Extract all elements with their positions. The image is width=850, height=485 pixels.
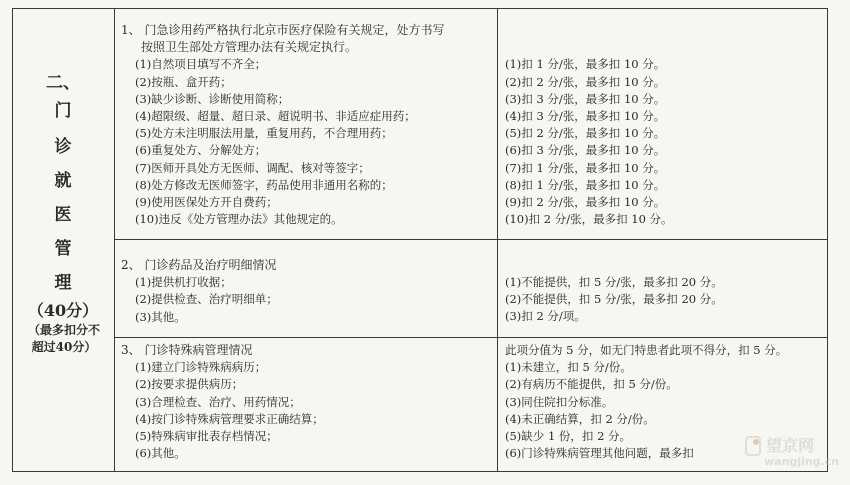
deduction-item: (3)同住院扣分标准。	[505, 394, 614, 409]
deduction-divider	[497, 8, 498, 472]
site-watermark	[744, 433, 840, 473]
section-2-deductions	[505, 274, 723, 326]
category-title-char: 就	[54, 171, 72, 191]
list-item: (1)自然项目填写不齐全；	[135, 57, 267, 72]
table-right-border	[827, 8, 828, 472]
deduction-item: (6)扣 3 分/张，最多扣 10 分。	[505, 143, 666, 158]
list-item: (7)医师开具处方无医师、调配、核对等签字；	[135, 160, 370, 175]
watermark-logo-icon	[744, 435, 762, 457]
section-3-heading: 3、 门诊特殊病管理情况	[121, 343, 253, 357]
deduction-item: (2)扣 2 分/张，最多扣 10 分。	[505, 74, 666, 89]
category-cell	[12, 8, 114, 472]
section-3-requirements	[121, 342, 324, 462]
deduction-item: (3)扣 2 分/项。	[505, 309, 586, 324]
deduction-item: (9)扣 2 分/张，最多扣 10 分。	[505, 194, 666, 209]
row-divider-1	[114, 239, 828, 240]
list-item: (10)违反《处方管理办法》其他规定的。	[135, 212, 343, 227]
category-title-char: 理	[54, 273, 72, 293]
watermark-brand: 望京网	[766, 436, 815, 455]
list-item: (3)合理检查、治疗、用药情况；	[135, 394, 301, 409]
category-note-line2: 超过40分）	[31, 340, 97, 354]
table-top-border	[12, 8, 828, 9]
category-number: 二、	[46, 73, 80, 93]
category-divider	[114, 8, 115, 472]
category-title-char: 医	[54, 205, 72, 225]
list-item: (3)其他。	[135, 309, 186, 324]
section-1-deductions	[505, 56, 673, 228]
list-item: (1)提供机打收据；	[135, 275, 232, 290]
section-1-heading-cont: 按照卫生部处方管理办法有关规定执行。	[141, 40, 358, 55]
deduction-item: (4)未正确结算，扣 2 分/份。	[505, 411, 655, 426]
list-item: (6)重复处方、分解处方；	[135, 143, 267, 158]
deduction-item: (6)门诊特殊病管理其他问题，最多扣	[505, 446, 694, 461]
list-item: (3)缺少诊断、诊断使用简称；	[135, 91, 290, 106]
list-item: (1)建立门诊特殊病病历；	[135, 360, 267, 375]
category-note-line1: （最多扣分不	[27, 323, 100, 337]
deduction-item: (1)未建立，扣 5 分/份。	[505, 360, 632, 375]
section-2-requirements	[121, 257, 278, 326]
deduction-item: (8)扣 1 分/张，最多扣 10 分。	[505, 177, 666, 192]
list-item: (9)使用医保处方开自费药；	[135, 194, 278, 209]
category-title-char: 门	[54, 101, 72, 121]
category-score: （40分）	[27, 301, 99, 320]
deduction-item: (2)不能提供，扣 5 分/张，最多扣 20 分。	[505, 292, 723, 307]
deduction-item: (4)扣 3 分/张，最多扣 10 分。	[505, 108, 666, 123]
list-item: (6)其他。	[135, 446, 186, 461]
list-item: (5)处方未注明服法用量，重复用药，不合理用药；	[135, 126, 393, 141]
list-item: (2)提供检查、治疗明细单；	[135, 292, 278, 307]
deduction-intro: 此项分值为 5 分，如无门特患者此项不得分，扣 5 分。	[505, 343, 788, 357]
list-item: (4)按门诊特殊病管理要求正确结算；	[135, 411, 324, 426]
deduction-item: (2)有病历不能提供，扣 5 分/份。	[505, 377, 678, 392]
list-item: (2)按瓶、盒开药；	[135, 74, 232, 89]
section-1-heading: 1、 门急诊用药严格执行北京市医疗保险有关规定，处方书写	[121, 23, 445, 37]
deduction-item: (10)扣 2 分/张，最多扣 10 分。	[505, 212, 673, 227]
list-item: (4)超限级、超量、超日录、超说明书、非适应症用药；	[135, 108, 416, 123]
deduction-item: (3)扣 3 分/张，最多扣 10 分。	[505, 91, 666, 106]
section-2-heading: 2、 门诊药品及治疗明细情况	[121, 258, 277, 272]
list-item: (8)处方修改无医师签字，药品使用非通用名称的；	[135, 177, 393, 192]
category-title-char: 管	[54, 239, 72, 259]
list-item: (2)按要求提供病历；	[135, 377, 244, 392]
deduction-item: (1)扣 1 分/张，最多扣 10 分。	[505, 57, 666, 72]
row-divider-2	[114, 337, 828, 338]
watermark-domain: wangjing.cn	[764, 455, 840, 468]
table-bottom-border	[12, 471, 828, 472]
category-title-char: 诊	[54, 137, 72, 157]
deduction-item: (5)缺少 1 份，扣 2 分。	[505, 428, 632, 443]
section-1-requirements	[121, 22, 444, 228]
deduction-item: (1)不能提供，扣 5 分/张，最多扣 20 分。	[505, 275, 723, 289]
deduction-item: (5)扣 2 分/张，最多扣 10 分。	[505, 126, 666, 141]
list-item: (5)特殊病审批表存档情况；	[135, 428, 278, 443]
deduction-item: (7)扣 1 分/张，最多扣 10 分。	[505, 160, 666, 175]
